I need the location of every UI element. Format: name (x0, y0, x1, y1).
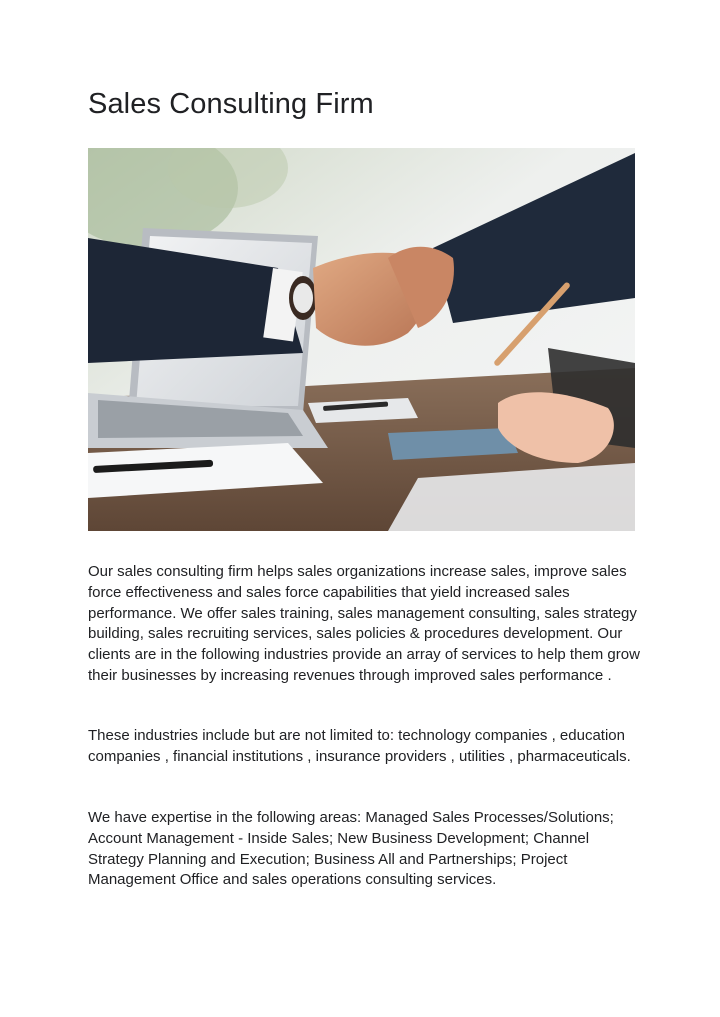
expertise-paragraph: We have expertise in the following areas: Managed Sales Processes/Solutions; Account Management - Inside Sales; New Business Development; Channel Strategy Planning and Execution; Business All and Partnerships; Project Management Office and sales operations consulting services. (88, 809, 614, 889)
handshake-photo (88, 148, 635, 531)
industries-paragraph: These industries include but are not limited to: technology companies , education companies , financial institutions , insurance providers , utilities , pharmaceuticals. (88, 727, 631, 765)
intro-paragraph: Our sales consulting firm helps sales organizations increase sales, improve sales force effectiveness and sales force capabilities that yield increased sales performance. We offer sales training, sales management consulting, sales strategy building, sales recruiting services, sales policies & procedures development. Our clients are in the following industries provide an array of services to help them grow their businesses by increasing revenues through improved sales performance . (88, 563, 640, 684)
page-title: Sales Consulting Firm (88, 88, 374, 120)
